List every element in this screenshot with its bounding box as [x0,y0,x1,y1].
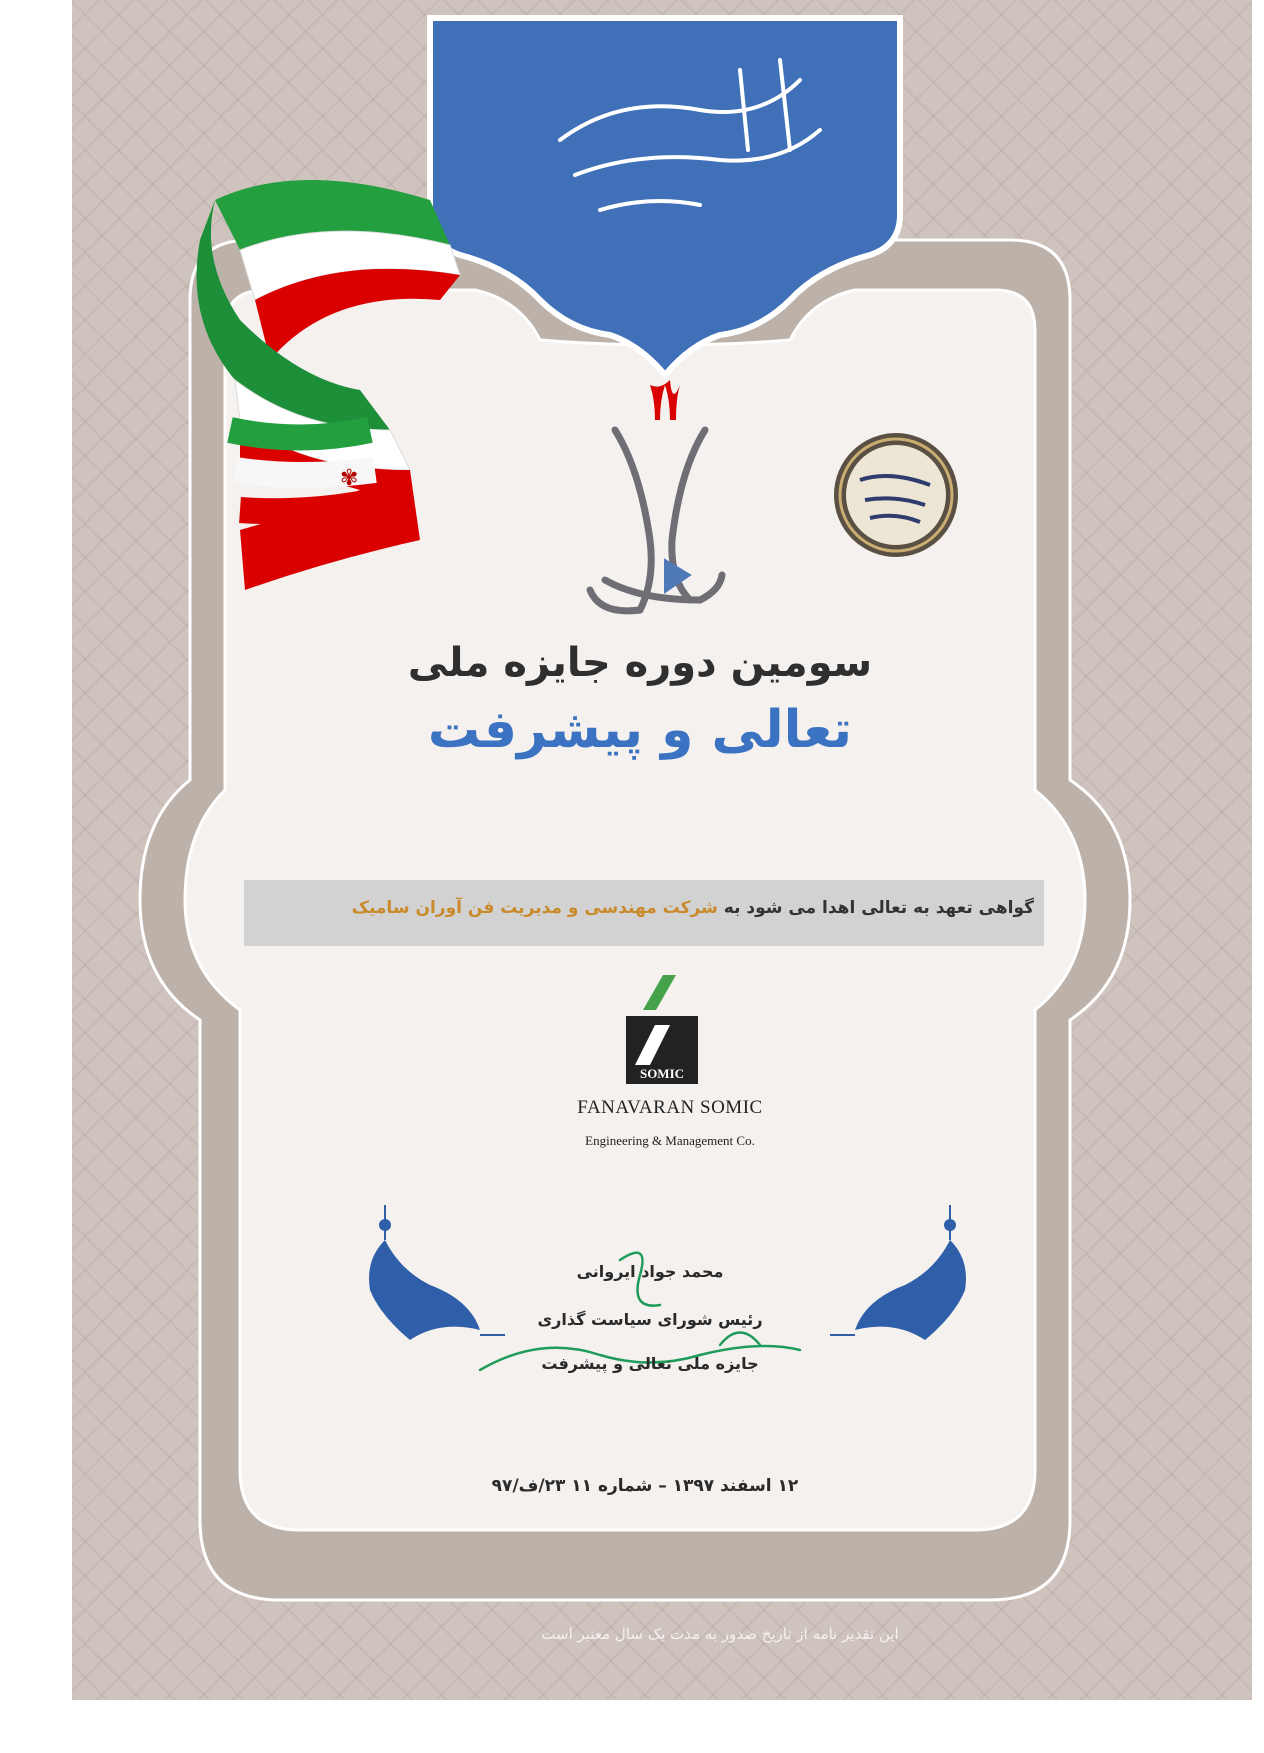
svg-text:✾: ✾ [340,466,359,491]
issue-date-number: ۱۲ اسفند ۱۳۹۷ – شماره ۱۱ ۲۳/ف/۹۷ [491,1476,799,1496]
award-title-line1: سومین دوره جایزه ملی [407,640,873,686]
seal-text [0,0,1,1]
company-subtitle: Engineering & Management Co. [585,1133,755,1148]
seal-emblem [834,433,958,557]
signatory-organization: جایزه ملی تعالی و پیشرفت [541,1354,759,1373]
signatory-name: محمد جواد ایروانی [576,1262,724,1281]
company-name: FANAVARAN SOMIC [577,1097,763,1118]
somic-logo-label: SOMIC [639,1066,685,1081]
recipient-name: شرکت مهندسی و مدیریت فن آوران سامیک [351,898,718,918]
validity-note: این تقدیر نامه از تاریخ صدور به مدت یک سال معتبر است [541,1625,899,1643]
statement-prefix: گواهی تعهد به تعالی اهدا می شود به [723,898,1034,918]
basmala-text [560,40,800,41]
award-title-line2: تعالی و پیشرفت [427,700,853,760]
certificate-statement [244,898,1034,918]
signatory-position: رئیس شورای سیاست گذاری [537,1310,763,1329]
